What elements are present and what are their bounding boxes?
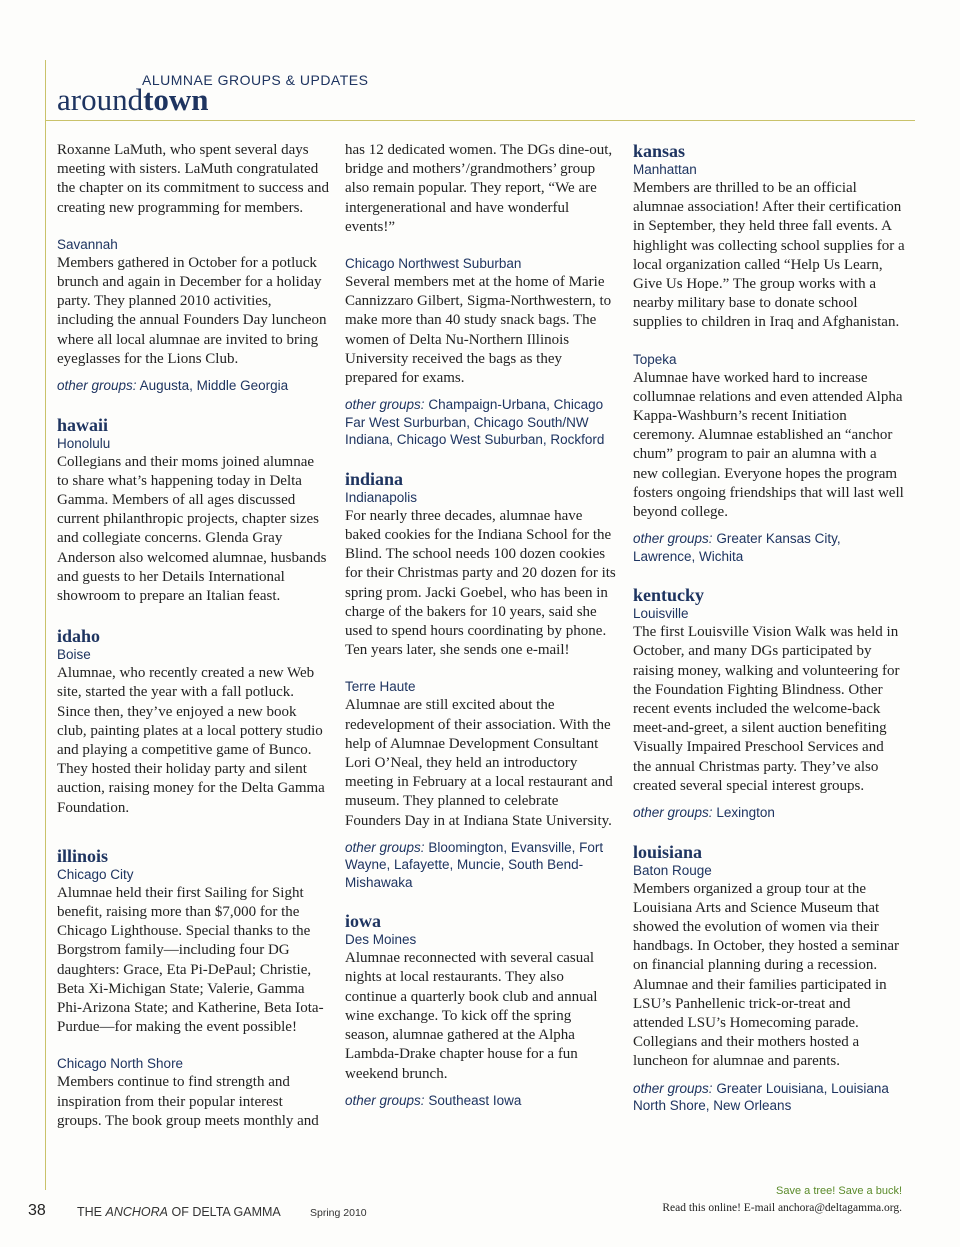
other-groups-list: Greater Louisiana, Louisiana North Shore, New Orleans	[633, 1080, 889, 1114]
other-groups-list: Southeast Iowa	[428, 1092, 522, 1108]
body-text: Members continue to find strength and inspiration from their popular interest groups. The book group meets monthly and	[57, 1074, 319, 1129]
header-rule	[45, 120, 915, 121]
other-groups-label: other groups:	[345, 1092, 425, 1108]
other-groups-label: other groups:	[633, 1080, 713, 1096]
other-groups-list: Lexington	[716, 805, 775, 821]
issue-date: Spring 2010	[310, 1207, 367, 1219]
city-heading: Chicago North Shore	[57, 1056, 184, 1072]
save-tree-note: Save a tree! Save a buck!	[776, 1185, 902, 1197]
pub-suffix: OF DELTA GAMMA	[171, 1205, 281, 1219]
body-text: Alumnae have worked hard to increase collumnae relations and even attended Alpha Kappa-Washburn’s recent Initiation ceremony. Alumnae established an “anchor chum” program to pair an alumna with a new collegian. Everyone hopes the program fosters ongoing friendships that will last well beyond college.	[633, 369, 904, 521]
city-heading: Indianapolis	[345, 489, 418, 505]
vertical-rule	[45, 60, 46, 1190]
body-text: Alumnae held their first Sailing for Sight benefit, raising more than $7,000 for the Chicago Lighthouse. Special thanks to the Borgstrom family—including four DG daughters: Grace, Eta Pi-DePaul; Christie, Beta Xi-Michigan State; Valerie, Gamma Phi-Arizona State; and Katherine, Beta Iota-Purdue—for making the event possible!	[57, 884, 324, 1036]
page-title	[57, 84, 209, 115]
body-text: has 12 dedicated women. The DGs dine-out, bridge and mothers’/grandmothers’ group also remain popular. They report, “We are intergenerational and have wonderful events!”	[345, 142, 613, 235]
city-heading: Manhattan	[633, 162, 697, 177]
other-groups-list: Champaign-Urbana, Chicago Far West Surburban, Chicago South/NW Indiana, Chicago West Suburban, Rockford	[345, 397, 605, 448]
city-heading: Des Moines	[345, 932, 417, 948]
body-text: The first Louisville Vision Walk was held in October, and many DGs participated by raising money, walking and volunteering for the Foundation Fighting Blindness. Other recent events included the welcome-back meet-and-greet, a silent auction benefiting Visually Impaired Preschool Services and the annual Christmas party. They’ve also created several special interest groups.	[633, 624, 900, 794]
body-text: Members are thrilled to be an official alumnae association! After their certification in September, they held three fall events. A highlight was collecting school supplies for a local organization called “Help Us Learn, Give Us Hope.” The group works with a nearby military base to donate school supplies to children in Iraq and Afghanistan.	[633, 180, 905, 331]
publication-name	[77, 1205, 281, 1219]
state-heading: indiana	[345, 468, 404, 489]
body-text: For nearly three decades, alumnae have baked cookies for the Indiana School for the Blind. The school needs 100 dozen cookies for their Christmas party and 20 dozen for its spring prom. Jacki Goebel, who has been in charge of the bakers for 10 years, said she used to spend hours coordinating by phone. Ten years later, she sends one e-mail!	[345, 507, 616, 659]
column-1	[57, 141, 329, 1131]
body-text: Alumnae, who recently created a new Web site, started the year with a fall potluck. Since then, they’ve enjoyed a new book club, painting plates at a local pottery studio and playing a competitive game of Bunco. They hosted their holiday party and silent auction, raising money for the Delta Gamma Foundation.	[57, 665, 325, 816]
other-groups-label: other groups:	[633, 805, 713, 821]
title-part-1: around	[57, 82, 144, 117]
other-groups	[345, 396, 617, 449]
other-groups-list: Greater Kansas City, Lawrence, Wichita	[633, 531, 841, 564]
body-text: Collegians and their moms joined alumnae to share what’s happening today in Delta Gamma. Members of all ages discussed current philanthropic projects, chapter sizes and collegiate concerns. Glenda Gray Anderson also welcomed alumnae, husbands and guests to her Details International showroom to prepare an Italian feast.	[57, 453, 327, 604]
city-heading: Savannah	[57, 236, 118, 252]
city-heading: Topeka	[633, 351, 677, 367]
other-groups-label: other groups:	[633, 531, 713, 547]
city-heading: Terre Haute	[345, 679, 416, 695]
other-groups-label: other groups:	[57, 378, 137, 394]
read-online-note: Read this online! E-mail anchora@deltagamma.org.	[662, 1202, 902, 1214]
body-text: Alumnae are still excited about the redevelopment of their association. With the help of Alumnae Development Consultant Lori O’Neal, they held an introductory meeting in February at a local restaurant and museum. They planned to celebrate Founders Day in at Indiana State University.	[345, 697, 613, 829]
body-text: Members gathered in October for a potluck brunch and again in December for a holiday party. They planned 2010 activities, including the annual Founders Day luncheon where all local alumnae are invited to bring eyeglasses for the Lions Club.	[57, 254, 327, 367]
city-heading: Boise	[57, 647, 91, 663]
state-heading: idaho	[57, 626, 101, 647]
other-groups	[345, 1092, 617, 1110]
other-groups-label: other groups:	[345, 397, 425, 413]
state-heading: kansas	[633, 141, 686, 161]
other-groups-label: other groups:	[345, 839, 425, 855]
section-kicker: ALUMNAE GROUPS & UPDATES	[142, 72, 369, 88]
city-heading: Honolulu	[57, 435, 111, 451]
other-groups	[633, 530, 905, 565]
city-heading: Baton Rouge	[633, 862, 712, 878]
pub-prefix: THE	[77, 1205, 102, 1219]
state-heading: iowa	[345, 911, 381, 932]
state-heading: kentucky	[633, 585, 705, 606]
other-groups	[57, 377, 329, 395]
other-groups	[633, 1080, 905, 1115]
column-3	[633, 141, 905, 1115]
body-text: Alumnae reconnected with several casual nights at local restaurants. They also continue a quarterly book club and annual wine exchange. To kick off the spring season, alumnae gathered at the Alpha Lambda-Drake chapter house for a fun weekend brunch.	[345, 950, 598, 1082]
other-groups-list: Augusta, Middle Georgia	[139, 378, 289, 394]
page-number	[28, 1202, 46, 1220]
pub-name: ANCHORA	[105, 1205, 168, 1219]
other-groups	[633, 804, 905, 822]
state-heading: hawaii	[57, 414, 109, 435]
city-heading: Chicago City	[57, 866, 134, 882]
page-number-text: 38	[28, 1202, 46, 1219]
body-text: Members organized a group tour at the Louisiana Arts and Science Museum that showed the evolution of women via their handbags. In October, they hosted a seminar on financial planning during a recession. Alumnae and their families participated in LSU’s Panhellenic trick-or-treat and attended LSU’s Homecoming parade. Collegians and their mothers hosted a luncheon for alumnae and parents.	[633, 880, 899, 1070]
city-heading: Chicago Northwest Suburban	[345, 256, 522, 272]
state-heading: illinois	[57, 845, 109, 866]
other-groups	[345, 839, 617, 892]
other-groups-list: Bloomington, Evansville, Fort Wayne, Lafayette, Muncie, South Bend-Mishawaka	[345, 839, 604, 890]
body-text: Roxanne LaMuth, who spent several days meeting with sisters. LaMuth congratulated the chapter on its commitment to success and creating new programming for members.	[57, 142, 330, 216]
body-text: Several members met at the home of Marie Cannizzaro Gilbert, Sigma-Northwestern, to make more than 40 study snack bags. The women of Delta Nu-Northern Illinois University received the bags as they prepared for exams.	[345, 274, 612, 387]
city-heading: Louisville	[633, 606, 689, 622]
column-2	[345, 141, 617, 1109]
title-part-2: town	[143, 82, 209, 117]
state-heading: louisiana	[633, 841, 703, 862]
